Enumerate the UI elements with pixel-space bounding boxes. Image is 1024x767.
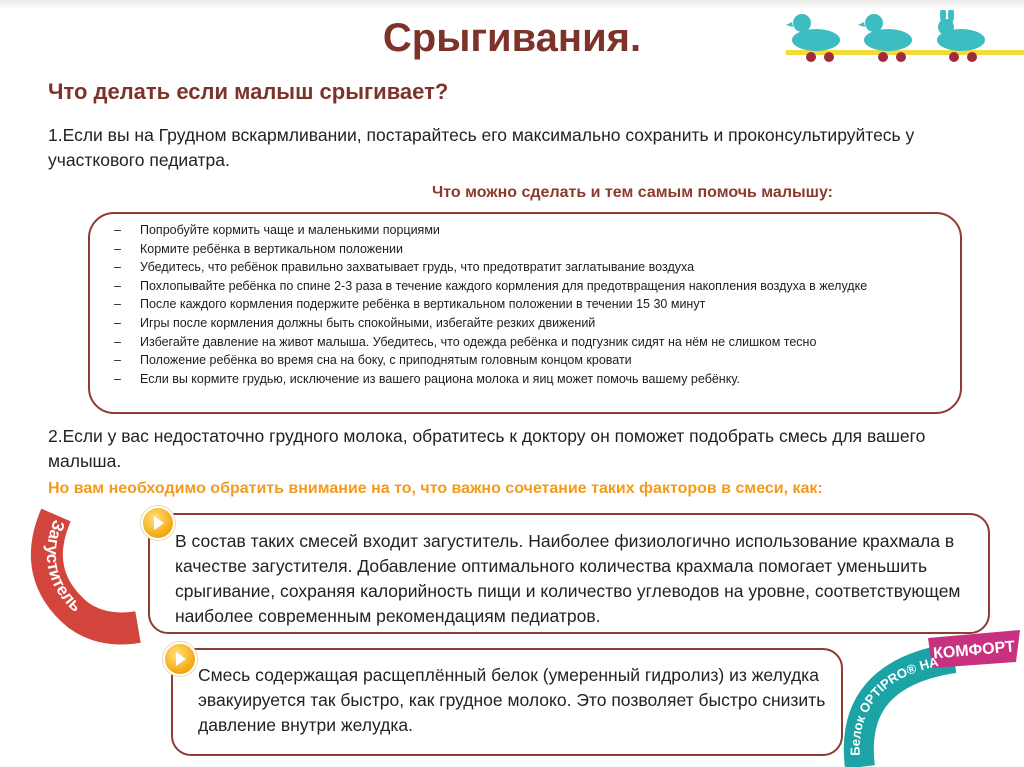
- tip-text: Убедитесь, что ребёнок правильно захватывает грудь, что предотвратит заглатывание воздуха: [140, 260, 695, 275]
- tips-list: [114, 221, 940, 388]
- tip-text: Если вы кормите грудью, исключение из вашего рациона молока и яиц может помочь вашему ребёнку.: [140, 371, 740, 386]
- tip-item: [114, 258, 940, 277]
- bullet-dash: –: [114, 315, 121, 330]
- point-1-text: 1.Если вы на Грудном вскармливании, постарайтесь его максимально сохранить и проконсультируйтесь у участкового педиатра.: [48, 125, 915, 170]
- tip-text: Похлопывайте ребёнка по спине 2-3 раза в течение каждого кормления для предотвращения накопления воздуха в желудке: [140, 278, 868, 293]
- page-subtitle: Что делать если малыш срыгивает?: [48, 79, 449, 104]
- top-strip: [0, 0, 1024, 10]
- page-title: Срыгивания.: [382, 16, 642, 60]
- point-2-text: 2.Если у вас недостаточно грудного молока, обратитесь к доктору он поможет подобрать смесь для вашего малыша.: [48, 426, 926, 471]
- tip-text: Игры после кормления должны быть спокойными, избегайте резких движений: [140, 315, 596, 330]
- tip-item: [114, 333, 940, 352]
- arrow-right-icon: [141, 506, 175, 540]
- bullet-dash: –: [114, 223, 121, 237]
- factor-protein-box: Смесь содержащая расщеплённый белок (умеренный гидролиз) из желудка эвакуируется так быстро, как грудное молоко. Это позволяет быстро снизить давление внутри желудка.: [171, 648, 843, 756]
- ribbon-label: Загуститель: [42, 517, 86, 616]
- tip-item: [114, 240, 940, 259]
- tip-text: Положение ребёнка во время сна на боку, с приподнятым головным концом кровати: [140, 353, 632, 368]
- bullet-dash: –: [114, 260, 121, 275]
- badge-curve-label: Белок OPTIPRO® НА: [847, 654, 940, 756]
- tip-item: [114, 314, 940, 333]
- tip-item: [114, 295, 940, 314]
- comfort-optipro-badge: [838, 628, 1024, 767]
- bullet-dash: –: [114, 353, 121, 368]
- tip-text: Кормите ребёнка в вертикальном положении: [140, 241, 403, 256]
- bullet-dash: –: [114, 241, 121, 256]
- factor-thickener-box: В состав таких смесей входит загуститель. Наиболее физиологично использование крахмала в качестве загустителя. Добавление оптимального количества крахмала помогает уменьшить срыгивание, сохраняя калорийность пищи и количество углеводов на уровне, соответствующем наиболее современным рекомендациям педиатров.: [148, 513, 990, 634]
- tips-box: [88, 212, 962, 414]
- bullet-dash: –: [114, 334, 121, 349]
- tip-item: [114, 277, 940, 296]
- help-heading: Что можно сделать и тем самым помочь малышу:: [432, 184, 833, 201]
- tip-text: Избегайте давление на живот малыша. Убедитесь, что одежда ребёнка и подгузник сидят на нём не слишком тесно: [140, 334, 817, 349]
- bullet-dash: –: [114, 278, 121, 293]
- bullet-dash: –: [114, 371, 121, 386]
- tip-item: [114, 370, 940, 389]
- tip-item: [114, 351, 940, 370]
- tip-item: [114, 221, 940, 240]
- badge-top-label: КОМФОРТ: [932, 638, 1016, 663]
- thickener-ribbon: [28, 505, 143, 645]
- arrow-right-icon: [163, 642, 197, 676]
- tip-text: После каждого кормления подержите ребёнка в вертикальном положении в течении 15 30 минут: [140, 297, 706, 312]
- important-note: Но вам необходимо обратить внимание на то, что важно сочетание таких факторов в смеси, как:: [48, 480, 823, 497]
- bullet-dash: –: [114, 297, 121, 312]
- tip-text: Попробуйте кормить чаще и маленькими порциями: [140, 223, 440, 237]
